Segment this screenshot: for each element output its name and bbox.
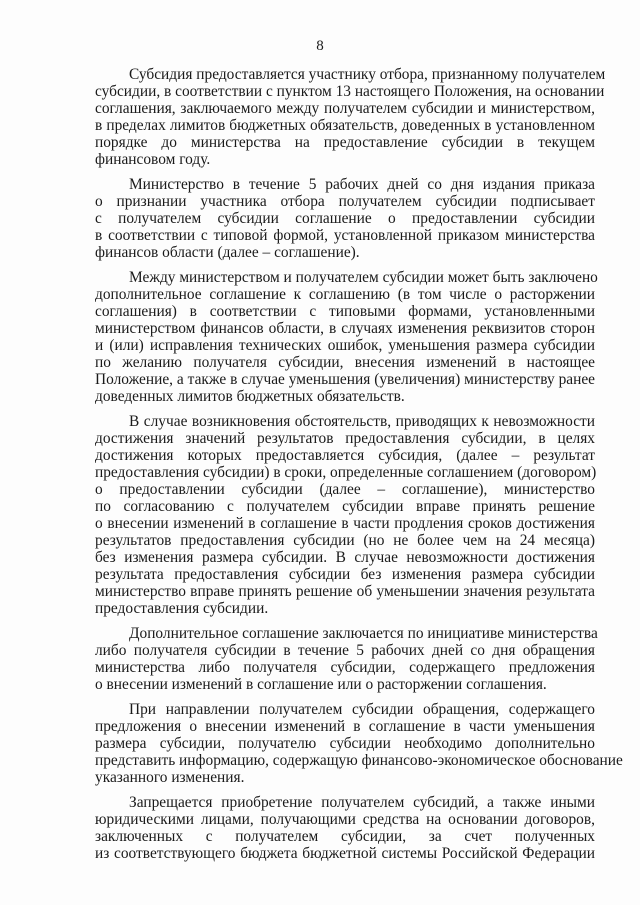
text-line: по желанию получателя субсидии, внесения изменений в настоящее [95,354,595,371]
text-line: Между министерством и получателем субсидии может быть заключено [129,269,598,286]
text-line: Дополнительное соглашение заключается по инициативе министерства [129,625,598,642]
text-line: представить информацию, содержащую финансово-экономическое обоснование [95,752,623,769]
text-line: результата предоставления субсидии без изменения размера субсидии [95,566,595,583]
paragraph [95,176,595,261]
text-line: предоставления субсидии) в сроки, определенные соглашением (договором) [95,464,597,481]
text-line: результатов предоставления субсидии (но не более чем на 24 месяца) [95,532,595,549]
text-line: юридическими лицами, получающими средства на основании договоров, [95,811,595,828]
text-line: о внесении изменений в соглашение в части продления сроков достижения [95,515,595,532]
text-line: в пределах лимитов бюджетных обязательств, доведенных в установленном [95,117,595,134]
text-line: порядке до министерства на предоставление субсидии в текущем [95,134,595,151]
text-line: дополнительное соглашение к соглашению (в том числе о расторжении [95,286,595,303]
text-line: предоставления субсидии. [95,600,269,617]
text-line: о предоставлении субсидии (далее – соглашение), министерство [95,481,595,498]
text-line: указанного изменения. [95,769,245,786]
text-line: При направлении получателем субсидии обращения, содержащего [129,701,595,718]
text-line: о признании участника отбора получателем субсидии подписывает [95,193,595,210]
text-line: с получателем субсидии соглашение о предоставлении субсидии [95,210,595,227]
paragraph [95,625,598,693]
text-line: заключенных с получателем субсидии, за счет полученных [95,828,595,845]
document-body [95,66,623,870]
text-line: министерство вправе принять решение об уменьшении значения результата [95,583,595,600]
text-line: финансовом году. [95,151,211,168]
text-line: размера субсидии, получателю субсидии необходимо дополнительно [95,735,595,752]
paragraph [95,269,598,405]
text-line: В случае возникновения обстоятельств, приводящих к невозможности [129,413,595,430]
text-line: о внесении изменений в соглашение или о расторжении соглашения. [95,676,547,693]
text-line: достижения которых предоставляется субсидия, (далее – результат [95,447,595,464]
text-line: предложения о внесении изменений в соглашение в части уменьшения [95,718,595,735]
text-line: из соответствующего бюджета бюджетной системы Российской Федерации [95,845,595,862]
paragraph [95,66,606,168]
text-line: соглашения) в соответствии с типовыми формами, установленными [95,303,595,320]
text-line: в соответствии с типовой формой, установленной приказом министерства [95,227,595,244]
text-line: без изменения размера субсидии. В случае невозможности достижения [95,549,595,566]
text-line: по согласованию с получателем субсидии вправе принять решение [95,498,595,515]
paragraph [95,794,595,862]
text-line: либо получателя субсидии в течение 5 рабочих дней со дня обращения [95,642,595,659]
text-line: Положение, а также в случае уменьшения (увеличения) министерству ранее [95,371,595,388]
text-line: соглашения, заключаемого между получателем субсидии и министерством, [95,100,595,117]
text-line: Министерство в течение 5 рабочих дней со дня издания приказа [129,176,595,193]
paragraph [95,413,595,617]
text-line: Запрещается приобретение получателем субсидий, а также иными [129,794,595,811]
text-line: достижения значений результатов предоставления субсидии, в целях [95,430,595,447]
text-line: субсидии, в соответствии с пунктом 13 настоящего Положения, на основании [95,83,605,100]
text-line: финансов области (далее – соглашение). [95,244,360,261]
text-line: и (или) исправления технических ошибок, уменьшения размера субсидии [95,337,595,354]
paragraph [95,701,623,786]
text-line: доведенных лимитов бюджетных обязательств. [95,388,405,405]
text-line: министерством финансов области, в случаях изменения реквизитов сторон [95,320,595,337]
text-line: министерства либо получателя субсидии, содержащего предложения [95,659,595,676]
text-line: Субсидия предоставляется участнику отбора, признанному получателем [129,66,606,83]
page-number: 8 [316,38,324,54]
